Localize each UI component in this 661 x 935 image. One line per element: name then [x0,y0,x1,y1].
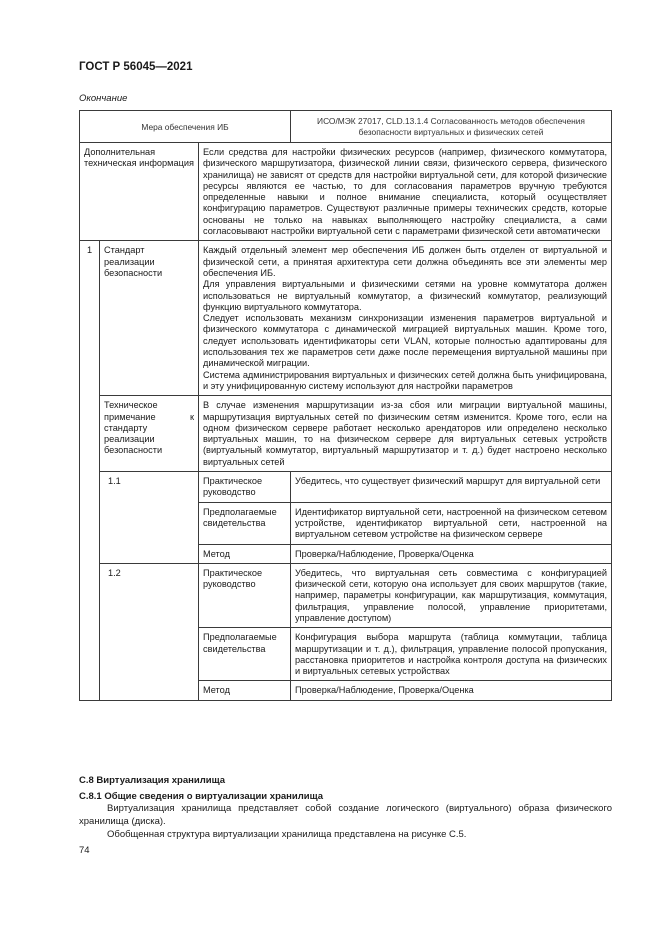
item-row [80,563,612,627]
table-header-row [80,111,612,143]
section-c8-title: C.8 Виртуализация хранилища [79,775,225,786]
security-measures-table [79,110,612,701]
standard-paragraph: Следует использовать механизм синхронизации изменения параметров виртуальной и физического коммутатора с динамической миграцией виртуальных машин. Кроме того, следует использовать идентификаторы сети VLAN, которые полностью адаптированы для использования тех же параметров сети даже после перемещения виртуальной машины при динамической миграции. [203,313,607,369]
item-id: 1.1 [100,472,199,564]
tech-note-row [80,396,612,472]
col1-header: Мера обеспечения ИБ [80,111,291,143]
standard-number: 1 [80,241,100,700]
section-paragraph: Обобщенная структура виртуализации хранилища представлена на рисунке С.5. [107,829,467,840]
page-number: 74 [79,845,90,856]
item-row-label: Метод [199,544,291,563]
standard-row [80,241,612,396]
item-row-label: Практическое руководство [199,472,291,503]
item-row-text: Убедитесь, что виртуальная сеть совместима с конфигурацией физической сети, которую она использует для своих маршрутов (такие, например, параметры конфигурации, как маршрутизация, коммутация, фильтрация, управление полосой, управление приоритетами, управление доступом) [291,563,612,627]
section-paragraph: Виртуализация хранилища представляет собой создание логического (виртуального) образа физического хранилища (диска). [79,803,612,827]
item-row-label: Практическое руководство [199,563,291,627]
item-row-label: Предполагаемые свидетельства [199,502,291,544]
document-header: ГОСТ Р 56045—2021 [79,61,193,73]
col2-header: ИСО/МЭК 27017, CLD.13.1.4 Согласованность методов обеспечения безопасности виртуальных и физических сетей [291,111,612,143]
item-row-text: Проверка/Наблюдение, Проверка/Оценка [291,544,612,563]
continuation-label: Окончание [79,93,128,104]
standard-paragraph: Для управления виртуальными и физическими сетями на уровне коммутатора должен использоваться не виртуальный коммутатор, а физический коммутатор, реализующий функцию виртуального коммутатора. [203,279,607,312]
item-row-label: Метод [199,681,291,700]
additional-info-label: Дополнительная техническая информация [80,143,199,241]
standard-text [199,241,612,396]
item-row-text: Идентификатор виртуальной сети, настроенной на физическом сетевом устройстве, идентификатор виртуальной сети, настроенной на виртуальном сетевом устройстве на физическом сервере [291,502,612,544]
additional-info-text: Если средства для настройки физических ресурсов (например, физического коммутатора, физического маршрутизатора, физической линии связи, физического сервера, физического хранилища) не зависят от средств для настройки виртуальной сети, для которой физические ресурсы являются ее частью, то для согласования параметров вручную требуются определенные навыки и полное внимание специалиста, который осуществляет конфигурацию параметров. Существуют различные примеры технических средств, которые основаны не только на навыках выполняющего настройку специалиста, а сами согласовывают настройки виртуальной сети с параметрами физической сети автоматически [199,143,612,241]
additional-info-row [80,143,612,241]
tech-note-label: Техническое примечание к стандарту реализации безопасности [100,396,199,472]
item-row-text: Проверка/Наблюдение, Проверка/Оценка [291,681,612,700]
item-id: 1.2 [100,563,199,700]
standard-paragraph: Система администрирования виртуальных и физических сетей должна быть унифицирована, и эту унифицированную систему используют для настройки параметров [203,369,607,391]
item-row [80,472,612,503]
section-c81-title: C.8.1 Общие сведения о виртуализации хранилища [79,791,324,802]
standard-label: Стандарт реализации безопасности [100,241,199,396]
item-row-text: Убедитесь, что существует физический маршрут для виртуальной сети [291,472,612,503]
tech-note-text: В случае изменения маршрутизации из-за сбоя или миграции виртуальной машины, маршрутизация виртуальных сетей по физическим сетям изменится. Кроме того, если на одном физическом сервере работает несколько арендаторов или определено несколько виртуальных машин, то на физическом сервере для виртуальных сетевых устройств (виртуальный коммутатор, виртуальный маршрутизатор и т. д.) будет настроено несколько виртуальных сетей [199,396,612,472]
item-row-text: Конфигурация выбора маршрута (таблица коммутации, таблица маршрутизации и т. д.), фильтрация, управление полосой пропускания, расстановка приоритетов и настройка контроля доступа на физических и виртуальных сетевых устройствах [291,628,612,681]
item-row-label: Предполагаемые свидетельства [199,628,291,681]
standard-paragraph: Каждый отдельный элемент мер обеспечения ИБ должен быть отделен от виртуальной и физической сети, а принятая архитектура сети должна объединять все эти элементы мер обеспечения ИБ. [203,245,607,278]
